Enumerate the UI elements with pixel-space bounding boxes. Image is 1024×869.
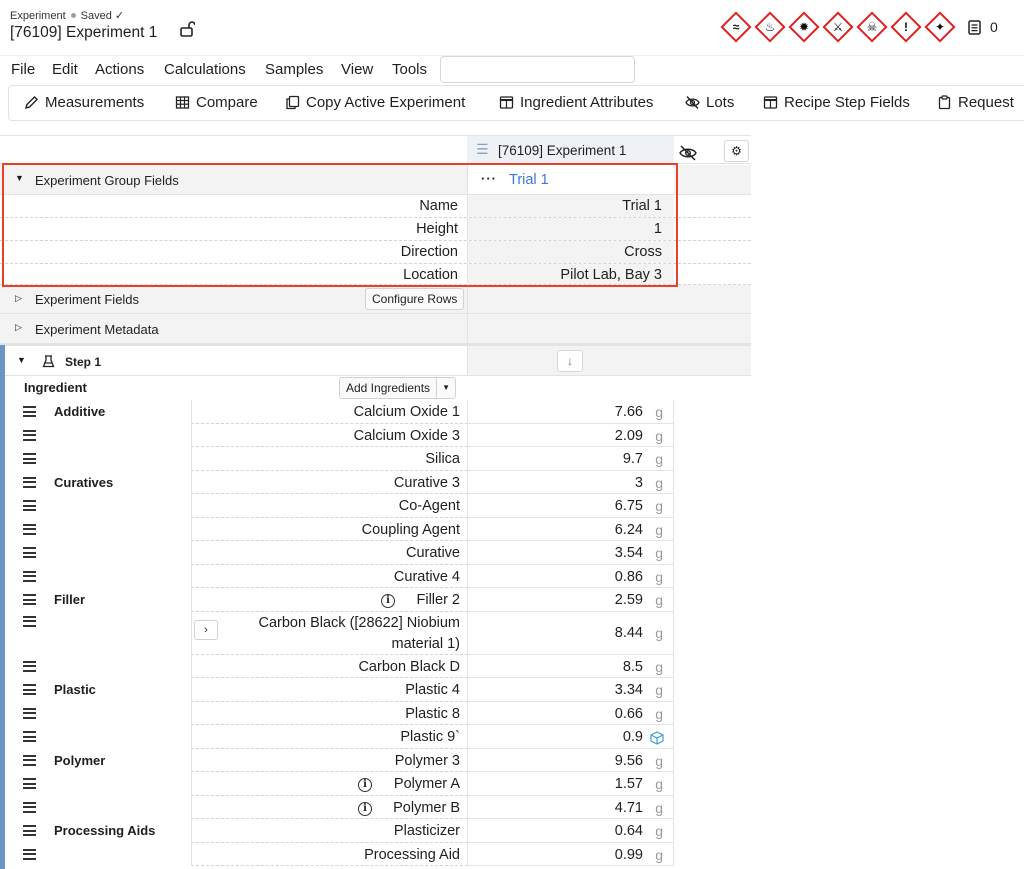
group-field-row (0, 264, 751, 285)
ingredient-unit: g (655, 545, 663, 561)
row-menu-icon[interactable] (23, 849, 36, 860)
request-label: Request (958, 94, 1014, 111)
group-field-value-cell[interactable] (467, 241, 674, 263)
ingredient-unit: g (655, 592, 663, 608)
experiment-fields-row[interactable] (0, 285, 751, 314)
ingredient-row[interactable] (0, 772, 751, 796)
unlock-icon[interactable] (179, 20, 195, 38)
ingredient-name-cell[interactable] (191, 541, 468, 565)
add-ingredients-split-button[interactable] (339, 377, 456, 399)
exploding-bomb-icon (788, 11, 820, 43)
ingredient-value-cell[interactable] (467, 565, 674, 589)
row-menu-icon[interactable] (23, 500, 36, 511)
ingredient-row[interactable] (0, 447, 751, 471)
ingredient-name: Filler 2 (416, 592, 460, 608)
ingredient-amount: 2.59 (614, 592, 643, 608)
ingredient-value-cell[interactable] (467, 819, 674, 843)
flame-over-circle-icon (720, 11, 752, 43)
info-icon[interactable]: i (381, 594, 395, 608)
ingredient-name: Co-Agent (398, 498, 460, 514)
row-menu-icon[interactable] (23, 708, 36, 719)
save-status: Saved ✓ (80, 10, 125, 22)
ingredient-value-cell[interactable] (467, 749, 674, 773)
ingredient-name-cell[interactable] (191, 612, 468, 655)
hazard-symbol: ♨ (764, 20, 776, 34)
ingredient-name-cell[interactable] (191, 424, 468, 448)
group-field-value-cell[interactable] (467, 218, 674, 240)
ingredient-name: Silica (425, 451, 460, 467)
row-menu-icon[interactable] (23, 616, 36, 627)
hazard-symbol: ⚔ (832, 20, 844, 34)
ingredient-unit: g (655, 498, 663, 514)
row-menu-icon[interactable] (23, 547, 36, 558)
ingredient-unit: g (655, 451, 663, 467)
row-menu-icon[interactable] (23, 477, 36, 488)
ingredient-unit: g (655, 823, 663, 839)
drag-handle-icon[interactable]: ☰ (476, 141, 489, 157)
ingredient-row[interactable] (0, 565, 751, 589)
group-field-value-cell[interactable] (467, 264, 674, 284)
menu-tools[interactable]: Tools (392, 61, 428, 78)
separator-dot (71, 13, 76, 18)
experiment-metadata-label: Experiment Metadata (35, 322, 159, 337)
ingredient-row[interactable] (0, 796, 751, 820)
ingredient-name: Coupling Agent (361, 521, 460, 538)
group-field-label: Name (419, 198, 458, 214)
group-field-value-cell[interactable] (467, 195, 674, 217)
hazard-symbol: ! (904, 20, 908, 34)
ingredient-name-cell[interactable] (191, 494, 468, 518)
group-field-row (0, 195, 751, 218)
ingredient-name: Carbon Black D (358, 658, 460, 675)
row-menu-icon[interactable] (23, 524, 36, 535)
hide-column-icon[interactable] (679, 145, 697, 161)
ingredient-value-cell[interactable] (467, 612, 674, 655)
ingredient-amount: 0.99 (614, 846, 643, 863)
step-indicator-bar (0, 345, 5, 869)
configure-rows-button[interactable]: Configure Rows (365, 288, 464, 310)
ingredient-unit: g (655, 624, 663, 641)
measurements-button[interactable] (24, 94, 144, 111)
ingredient-name-cell[interactable] (191, 565, 468, 589)
menu-file[interactable]: File (11, 61, 36, 78)
ingredient-name-cell[interactable] (191, 819, 468, 843)
ingredient-name: Polymer A (393, 776, 460, 792)
ingredient-name-cell[interactable] (191, 843, 468, 867)
experiment-metadata-row[interactable] (0, 314, 751, 344)
gear-icon: ⚙ (731, 144, 742, 158)
ingredient-amount: 4.71 (614, 799, 643, 816)
trial-header-cell[interactable] (467, 165, 674, 194)
flame-icon (754, 11, 786, 43)
menu-bar (0, 55, 1024, 83)
ingredient-name: Polymer B (393, 799, 460, 816)
ingredient-amount: 2.09 (614, 427, 643, 444)
clipboard-icon (937, 95, 952, 110)
ingredient-value-cell[interactable] (467, 843, 674, 867)
compare-button[interactable] (175, 94, 258, 111)
ingredient-value-cell[interactable] (467, 655, 674, 679)
step-value-cell (467, 346, 751, 375)
experiment-fields-value (467, 285, 751, 313)
expand-triangle-icon[interactable]: ▷ (15, 322, 22, 332)
ingredient-amount: 1.57 (614, 776, 643, 792)
hazard-symbol: ✦ (934, 20, 946, 34)
ingredient-unit: g (655, 658, 663, 675)
group-field-value: Pilot Lab, Bay 3 (560, 267, 662, 283)
row-menu-icon[interactable] (23, 802, 36, 813)
ingredient-unit: g (655, 846, 663, 863)
experiment-column-title: [76109] Experiment 1 (498, 143, 627, 158)
ingredient-unit: g (655, 521, 663, 538)
app-header (0, 0, 1024, 50)
ingredient-amount: 6.75 (614, 498, 643, 514)
notes-icon (968, 20, 981, 35)
ingredient-value-cell[interactable] (467, 702, 674, 726)
step-row[interactable] (0, 344, 751, 376)
table-icon (175, 95, 190, 110)
experiment-fields-label: Experiment Fields (35, 292, 140, 307)
ingredient-name-cell[interactable] (191, 655, 468, 679)
columns-icon (499, 95, 514, 110)
group-field-value: Trial 1 (622, 198, 662, 214)
ingredient-row[interactable] (0, 612, 751, 655)
ingredient-unit: g (655, 705, 663, 722)
ingredient-row[interactable] (0, 725, 751, 749)
trial-menu-icon[interactable]: ··· (481, 171, 497, 186)
ingredient-value-cell[interactable] (467, 447, 674, 471)
ingredient-header: Ingredient (24, 380, 87, 395)
ingredient-row[interactable] (0, 655, 751, 679)
menu-samples[interactable]: Samples (265, 61, 324, 78)
group-field-row (0, 218, 751, 241)
ingredient-row[interactable] (0, 494, 751, 518)
ingredient-row[interactable] (0, 541, 751, 565)
group-field-value: 1 (653, 221, 662, 237)
row-menu-icon[interactable] (23, 684, 36, 695)
ingredient-name-cell[interactable] (191, 796, 468, 820)
column-header-row (0, 135, 751, 164)
group-title: Experiment Group Fields (35, 173, 179, 188)
ingredient-row[interactable] (0, 843, 751, 867)
ingredient-value-cell[interactable] (467, 678, 674, 702)
info-icon[interactable]: i (358, 778, 372, 792)
menu-actions[interactable]: Actions (95, 61, 145, 78)
breadcrumb (10, 9, 124, 22)
ingredient-name-cell[interactable] (191, 447, 468, 471)
copy-active-experiment-label: Copy Active Experiment (306, 94, 466, 111)
hazard-symbol: ✹ (798, 20, 810, 34)
compare-label: Compare (196, 94, 258, 111)
ingredient-name: Calcium Oxide 3 (353, 427, 460, 444)
group-field-label: Location (403, 267, 458, 283)
ingredient-name-cell[interactable] (191, 678, 468, 702)
lots-button[interactable] (685, 94, 734, 111)
ingredient-name: Plasticizer (393, 823, 460, 839)
hazard-symbol: ☠ (866, 20, 878, 34)
ingredient-name-cell[interactable] (191, 725, 468, 749)
row-menu-icon[interactable] (23, 406, 36, 417)
row-menu-icon[interactable] (23, 571, 36, 582)
ingredient-value-cell[interactable] (467, 494, 674, 518)
arrow-down-icon: ↓ (567, 354, 573, 368)
lots-label: Lots (706, 94, 735, 111)
expand-triangle-icon[interactable]: ▷ (15, 293, 22, 303)
ingredient-category: Curatives (54, 474, 114, 490)
row-menu-icon[interactable] (23, 778, 36, 789)
ingredient-category: Filler (54, 592, 86, 607)
ingredient-unit: g (655, 474, 663, 491)
ingredient-attributes-label: Ingredient Attributes (520, 94, 654, 111)
ingredient-amount: 3 (634, 474, 643, 491)
ingredient-unit: g (655, 752, 663, 769)
ingredient-row[interactable] (0, 471, 751, 495)
ingredient-category: Plastic (54, 682, 96, 697)
ingredient-name-cell[interactable] (191, 518, 468, 542)
hazard-symbol: ≈ (732, 20, 740, 34)
ingredient-value-cell[interactable] (467, 424, 674, 448)
eye-off-icon (685, 95, 700, 110)
collapse-triangle-icon[interactable]: ▼ (17, 355, 26, 365)
row-menu-icon[interactable] (23, 755, 36, 766)
ingredient-name: Plastic 8 (405, 705, 460, 722)
ingredient-amount: 0.64 (614, 823, 643, 839)
experiment-metadata-value (467, 314, 751, 343)
ingredient-value-cell[interactable] (467, 796, 674, 820)
ingredient-category: Polymer (54, 752, 106, 768)
dropdown-caret-icon[interactable]: ▼ (442, 383, 450, 392)
ingredient-name-cell[interactable] (191, 702, 468, 726)
ingredient-name: Polymer 3 (394, 752, 460, 769)
menu-search-input[interactable] (440, 56, 635, 83)
ingredient-row[interactable] (0, 678, 751, 702)
ingredient-amount: 0.86 (614, 568, 643, 585)
hazard-pictograms (720, 11, 956, 43)
cube-icon[interactable] (650, 731, 664, 745)
ingredient-unit: g (655, 682, 663, 698)
ingredient-name: Carbon Black ([28622] Niobium material 1) (258, 614, 460, 652)
recipe-step-fields-button[interactable] (763, 94, 910, 111)
corrosion-icon (822, 11, 854, 43)
ingredient-row[interactable] (0, 749, 751, 773)
ingredient-row[interactable] (0, 702, 751, 726)
ingredient-unit: g (655, 776, 663, 792)
copy-icon (285, 95, 300, 110)
notes-counter[interactable] (968, 19, 998, 35)
row-menu-icon[interactable] (23, 594, 36, 605)
ingredient-amount: 8.44 (614, 624, 643, 641)
row-menu-icon[interactable] (23, 453, 36, 464)
recipe-step-fields-label: Recipe Step Fields (784, 94, 910, 111)
ingredient-name-cell[interactable] (191, 749, 468, 773)
request-button[interactable] (937, 94, 1014, 111)
ingredient-amount: 3.54 (614, 545, 643, 561)
ingredient-amount: 0.66 (614, 705, 643, 722)
row-menu-icon[interactable] (23, 661, 36, 672)
ingredient-amount: 9.56 (614, 752, 643, 769)
group-field-value: Cross (624, 244, 662, 260)
breadcrumb-experiment[interactable]: Experiment (10, 9, 66, 22)
toolbar (8, 85, 1024, 121)
ingredient-name-cell[interactable] (191, 400, 468, 424)
ingredient-name: Curative (406, 545, 460, 561)
ingredient-category: Processing Aids (54, 823, 156, 838)
experiment-column-header[interactable] (467, 136, 674, 163)
row-menu-icon[interactable] (23, 825, 36, 836)
beaker-icon (42, 355, 55, 368)
menu-calculations[interactable]: Calculations (164, 61, 246, 78)
copy-active-experiment-button[interactable] (285, 94, 465, 111)
ingredient-row[interactable] (0, 819, 751, 843)
ingredient-amount: 0.9 (622, 729, 643, 745)
notes-count: 0 (990, 19, 998, 35)
health-hazard-icon (924, 11, 956, 43)
ingredient-name: Curative 3 (393, 474, 460, 491)
ingredient-amount: 7.66 (614, 404, 643, 420)
ingredient-category: Additive (54, 404, 106, 419)
group-field-label: Direction (400, 244, 458, 260)
ingredient-unit: g (655, 799, 663, 816)
ingredient-amount: 8.5 (622, 658, 643, 675)
ingredient-unit: g (655, 427, 663, 444)
row-menu-icon[interactable] (23, 430, 36, 441)
ingredient-name-cell[interactable] (191, 772, 468, 796)
ingredient-name-cell[interactable] (191, 588, 468, 612)
trial-name-link[interactable]: Trial 1 (509, 172, 549, 188)
ingredient-row[interactable] (0, 518, 751, 542)
ingredient-row[interactable] (0, 400, 751, 424)
measurements-label: Measurements (45, 94, 145, 111)
ingredient-amount: 3.34 (614, 682, 643, 698)
expand-button[interactable] (194, 620, 218, 640)
pencil-icon (24, 95, 39, 110)
ingredient-value-cell[interactable] (467, 725, 674, 749)
ingredient-header-row (0, 376, 751, 400)
ingredient-name: Plastic 4 (405, 682, 460, 698)
ingredient-value-cell[interactable] (467, 471, 674, 495)
step-label: Step 1 (65, 355, 102, 369)
ingredient-attributes-button[interactable] (499, 94, 653, 111)
experiment-group-fields-header[interactable] (0, 165, 751, 195)
ingredient-value-cell[interactable] (467, 588, 674, 612)
add-ingredients-button[interactable]: Add Ingredients (340, 378, 437, 398)
settings-button[interactable] (724, 140, 749, 162)
sort-down-button[interactable] (557, 350, 583, 372)
ingredient-amount: 9.7 (622, 451, 643, 467)
group-field-label: Height (416, 221, 458, 237)
ingredient-value-cell[interactable] (467, 518, 674, 542)
group-field-row (0, 241, 751, 264)
ingredient-amount: 6.24 (614, 521, 643, 538)
menu-edit[interactable]: Edit (52, 61, 78, 78)
chevron-right-icon: › (204, 623, 208, 636)
ingredient-name: Curative 4 (393, 568, 460, 585)
ingredient-name: Plastic 9` (400, 729, 460, 745)
skull-icon (856, 11, 888, 43)
ingredient-value-cell[interactable] (467, 772, 674, 796)
ingredient-unit: g (655, 404, 663, 420)
page-title: [76109] Experiment 1 (10, 24, 158, 41)
ingredient-row[interactable] (0, 588, 751, 612)
columns-icon (763, 95, 778, 110)
ingredient-unit: g (655, 568, 663, 585)
row-menu-icon[interactable] (23, 731, 36, 742)
ingredient-name: Calcium Oxide 1 (353, 404, 460, 420)
exclamation-icon (890, 11, 922, 43)
menu-view[interactable]: View (341, 61, 374, 78)
collapse-triangle-icon[interactable]: ▼ (15, 173, 24, 183)
ingredient-value-cell[interactable] (467, 541, 674, 565)
ingredient-name: Processing Aid (364, 846, 460, 863)
info-icon[interactable]: i (358, 802, 372, 816)
ingredient-row[interactable] (0, 424, 751, 448)
ingredient-name-cell[interactable] (191, 471, 468, 495)
ingredient-value-cell[interactable] (467, 400, 674, 424)
